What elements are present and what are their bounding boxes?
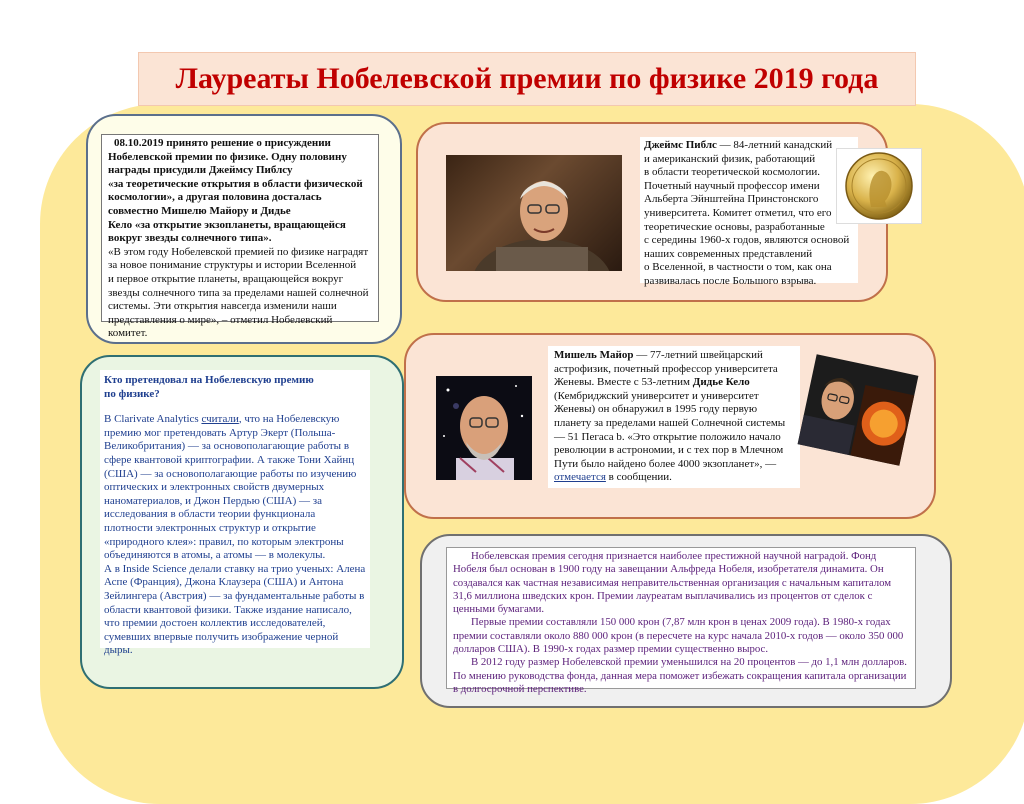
text-line: награды присудили Джеймсу Пиблсу [108,164,293,177]
text-line: в области теоретической космологии. [644,166,821,179]
clarivate-link[interactable]: считали [201,413,239,426]
text-line: за новое понимание структуры и истории Вселенной [108,259,357,272]
decision-text-box [101,134,379,340]
nobel-medal-image [836,148,922,224]
text-line: системы. Эти открытия навсегда изменили наши [108,300,337,313]
peebles-photo [446,155,622,271]
mayor-photo [436,376,532,480]
prize-history-text-box [446,547,916,695]
text-fragment: В Clarivate Analytics [104,413,202,426]
text-line: «В этом году Нобелевской премией по физике наградят [108,245,369,258]
mayor-name: Мишель Майор [554,349,634,361]
text-line: вокруг звезды солнечного типа». [108,232,272,245]
text-line [644,139,854,153]
portrait-illustration [446,155,622,271]
text-line: и американский физик, работающий [644,152,816,165]
page-title: Лауреаты Нобелевской премии по физике 2019 года [175,62,879,95]
text-line: наших современных представлений [644,247,813,260]
text-line: и первое открытие планеты, вращающейся вокруг [108,272,344,285]
contenders-text-box [100,370,370,657]
text-line: звезды солнечного типа за пределами нашей солнечной [108,286,369,299]
prize-paragraph: В 2012 году размер Нобелевской премии уменьшился на 20 процентов — до 1,1 млн долларов. По мнению руководства фонда, данная мера поможет избежать сокращения капитала организации в долгосрочной перспективе. [453,656,907,695]
text-line: развивалась после Большого взрыва. [644,274,817,287]
contenders-paragraph: А в Inside Science делали ставку на трио ученых: Алена Аспе (Франция), Джона Клаузера (США) и Антона Зейлингера (Австрия) — за фундаментальные работы в области квантовой физики. Также издание написало, что премии достоен коллектив исследователей, сумевших впервые получить изображение черной дыры. [104,562,366,657]
text-line: Почетный научный профессор имени [644,179,820,192]
heading-line: по физике? [104,387,160,400]
contenders-paragraph [104,413,366,563]
text-line: о Вселенной, в частности о том, как она [644,261,832,274]
text-line: 08.10.2019 принято решение о присуждении [114,137,331,149]
heading-line: Кто претендовал на Нобелевскую премию [104,374,314,386]
prize-paragraph: Первые премии составляли 150 000 крон (7,87 млн крон в ценах 2009 года). В 1980-х годах премии составляли около 880 000 крон (в пересчете на курс начала 2010-х годов — около 350 000 долларов США). В 1990-х годах размер премии существенно вырос. [453,616,904,656]
mayor-text-box [548,346,800,488]
text-line: космологии», а другая половина досталась [108,191,322,204]
text-fragment: — 77-летний швейцарский астрофизик, почетный профессор университета Женевы. Вместе с 53-летним [554,349,778,389]
text-line: представления о мире», – отметил Нобелевский комитет. [108,313,333,340]
page-title-box [138,52,916,106]
text-line: Кело «за открытие экзопланеты, вращающейся [108,218,346,231]
text-line: теоретические основы, разработанные [644,220,825,233]
text-line: «за теоретические открытия в области физической [108,177,363,190]
text-fragment: (Кембриджский университет и университет Женевы) он обнаружил в 1995 году первую планету за пределами нашей Солнечной системы — 51 Пегаса b. «Это открытие положило начало революции в астрономии, и с тех пор в Млечном Пути было найдено более 4000 экзопланет», — [554,389,786,470]
text-fragment: — 84-летний канадский [716,139,833,151]
text-line: университета. Комитет отметил, что его [644,206,832,219]
queloz-name: Дидье Кело [692,376,750,389]
peebles-text-box [640,137,858,287]
medal-icon [837,149,921,223]
text-line: Альберта Эйнштейна Принстонского [644,193,819,206]
portrait-illustration [436,376,532,480]
text-line: Нобелевской премии по физике. Одну половину [108,150,347,163]
decision-bold-text [108,137,374,246]
prize-paragraph: Нобелевская премия сегодня признается наиболее престижной научной наградой. Фонд Нобеля был основан в 1900 году на завещании Альфреда Нобеля, изобретателя динамита. Он создавался как частная независимая неправительственная организация с начальным капиталом 31,6 миллиона шведских крон. Премии лауреатам выплачивались из процентов от сделок с ценными бумагами. [453,550,892,616]
text-line: совместно Мишелю Майору и Дидье [108,204,291,217]
text-line: с середины 1960-х годов, являются основой [644,234,850,247]
decision-quote [108,246,374,341]
contenders-heading [104,374,366,401]
source-link[interactable]: отмечается [554,471,606,484]
peebles-name: Джеймс Пиблс [644,139,717,151]
text-fragment: , что на Нобелевскую премию мог претендовать Артур Экерт (Польша-Великобритания) — за основополагающие работы в сфере квантовой криптографии. А также Тони Хайнц (США) — за основополагающие работы по изучению оптических и электронных свойств двумерных наноматериалов, и Джон Пердью (США) — за исследования в области теории функционала плотности электронных структур и открытие «природного клея»: правил, по которым электроны объединяются в атомы, а атомы — в молекулы. [104,413,357,562]
text-fragment: в сообщении. [605,471,672,484]
